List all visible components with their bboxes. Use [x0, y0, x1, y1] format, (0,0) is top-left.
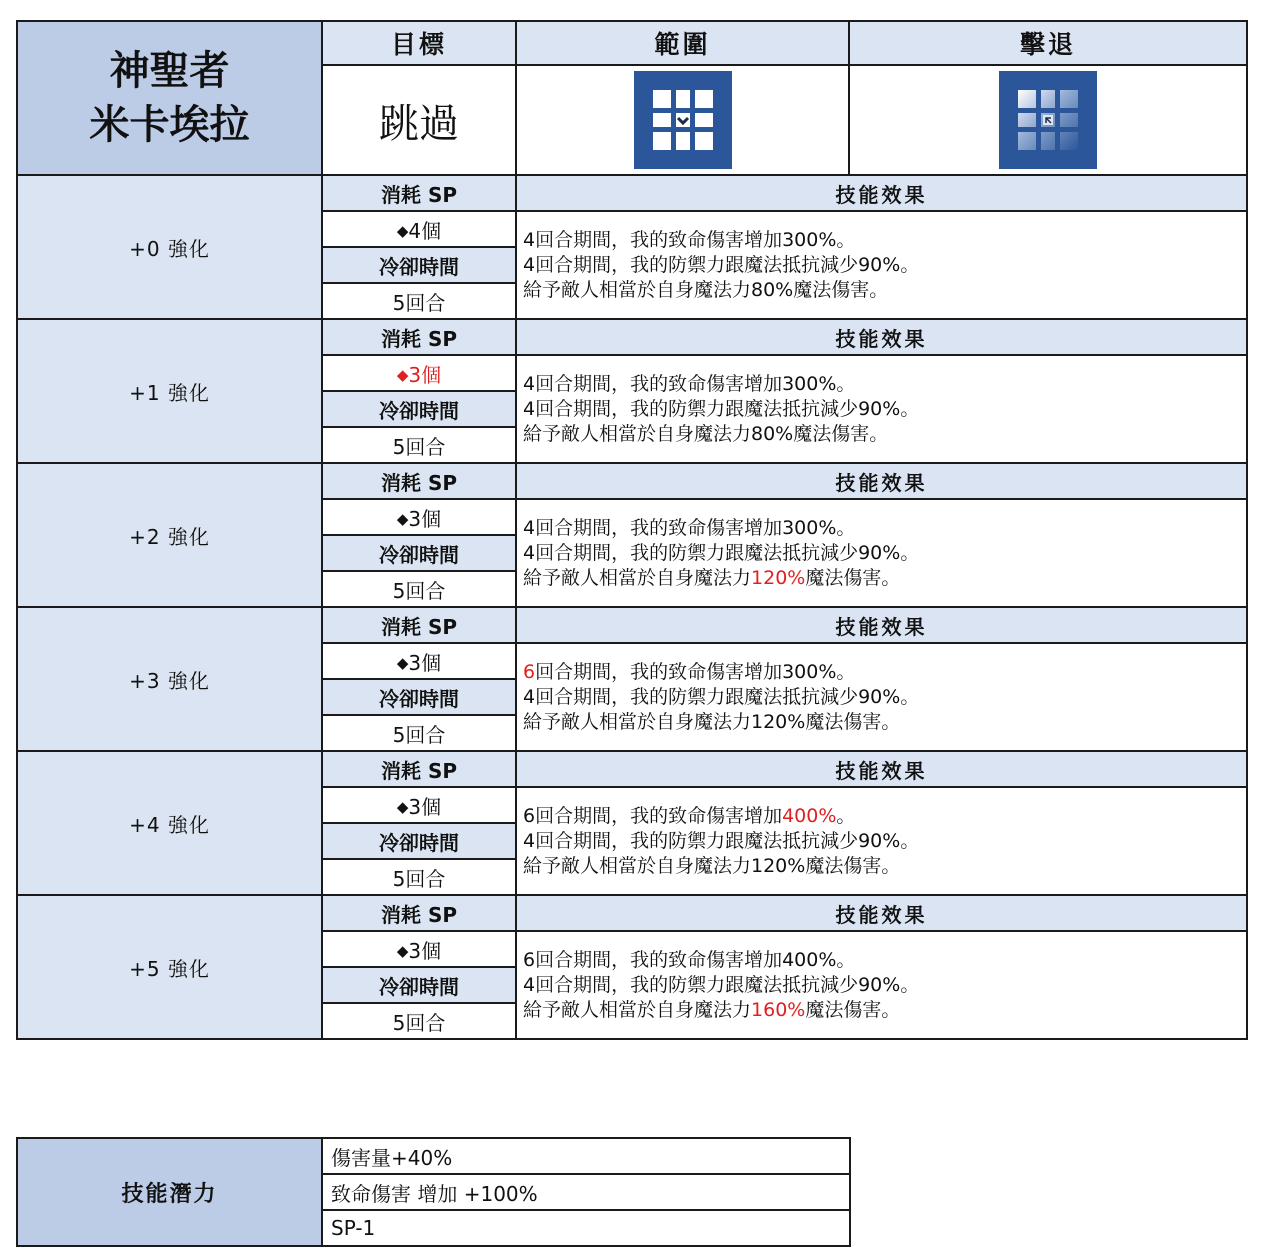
effect-text: 給予敵人相當於自身魔法力	[523, 566, 752, 589]
enhance-level-label: +0 強化	[17, 175, 322, 319]
sp-cost-header: 消耗 SP	[322, 751, 516, 787]
sp-cost-value	[322, 643, 516, 679]
enhance-level-label: +3 強化	[17, 607, 322, 751]
sp-cost-value	[322, 355, 516, 391]
effect-header: 技能效果	[516, 607, 1247, 643]
cooldown-header: 冷卻時間	[322, 247, 516, 283]
cooldown-value: 5回合	[322, 859, 516, 895]
effect-text: 給予敵人相當於自身魔法力120%魔法傷害。	[523, 710, 901, 733]
effect-description	[516, 931, 1247, 1039]
cooldown-value: 5回合	[322, 1003, 516, 1039]
cooldown-header: 冷卻時間	[322, 679, 516, 715]
grid-3x3-pushback-icon	[999, 71, 1097, 169]
sp-cost-header: 消耗 SP	[322, 175, 516, 211]
sp-cost-value	[322, 211, 516, 247]
potential-item: 致命傷害 增加 +100%	[322, 1174, 850, 1210]
potential-item: 傷害量+40%	[322, 1138, 850, 1174]
sp-cost-header: 消耗 SP	[322, 895, 516, 931]
range-cell	[516, 65, 849, 175]
effect-line-3	[523, 278, 1246, 303]
character-subtitle: 米卡埃拉	[89, 102, 250, 148]
effect-text: 給予敵人相當於自身魔法力120%魔法傷害。	[523, 854, 901, 877]
effect-description	[516, 787, 1247, 895]
effect-description	[516, 211, 1247, 319]
effect-text: 回合期間，我的致命傷害增加300%。	[535, 660, 856, 683]
effect-line-2: 4回合期間，我的防禦力跟魔法抵抗減少90%。	[523, 253, 920, 276]
effect-text: 4回合期間，我的致命傷害增加300%。	[523, 228, 856, 251]
potential-item: SP-1	[322, 1210, 850, 1246]
sp-cost-header: 消耗 SP	[322, 319, 516, 355]
cooldown-header: 冷卻時間	[322, 823, 516, 859]
sp-count: 3個	[408, 506, 442, 531]
effect-text: 給予敵人相當於自身魔法力	[523, 998, 752, 1021]
cooldown-value: 5回合	[322, 715, 516, 751]
effect-header: 技能效果	[516, 175, 1247, 211]
effect-line-1	[523, 372, 1246, 397]
skill-potential-table	[16, 1137, 851, 1247]
enhance-level-label: +4 強化	[17, 751, 322, 895]
effect-header: 技能效果	[516, 319, 1247, 355]
effect-line-3	[523, 710, 1246, 735]
effect-header: 技能效果	[516, 895, 1247, 931]
sp-cost-value	[322, 931, 516, 967]
effect-line-3	[523, 854, 1246, 879]
knockback-header: 擊退	[849, 21, 1247, 65]
sp-count: 3個	[408, 938, 442, 963]
effect-line-3	[523, 566, 1246, 591]
cooldown-header: 冷卻時間	[322, 967, 516, 1003]
effect-line-1	[523, 804, 1246, 829]
cooldown-value: 5回合	[322, 571, 516, 607]
sp-count: 3個	[408, 794, 442, 819]
effect-header: 技能效果	[516, 463, 1247, 499]
target-value: 跳過	[322, 65, 516, 175]
effect-highlight: 6	[523, 660, 536, 683]
effect-text: 給予敵人相當於自身魔法力80%魔法傷害。	[523, 422, 889, 445]
diamond-icon: ◆	[396, 941, 409, 960]
target-header: 目標	[322, 21, 516, 65]
sp-cost-header: 消耗 SP	[322, 463, 516, 499]
effect-text: 4回合期間，我的致命傷害增加300%。	[523, 372, 856, 395]
effect-highlight: 400%	[782, 804, 837, 827]
diamond-icon: ◆	[396, 221, 409, 240]
range-header: 範圍	[516, 21, 849, 65]
effect-description	[516, 643, 1247, 751]
effect-description	[516, 355, 1247, 463]
effect-text: 給予敵人相當於自身魔法力80%魔法傷害。	[523, 278, 889, 301]
skill-table	[16, 20, 1248, 1040]
knockback-cell	[849, 65, 1247, 175]
sp-cost-header: 消耗 SP	[322, 607, 516, 643]
sp-cost-value	[322, 499, 516, 535]
character-title: 神聖者	[109, 48, 230, 94]
cooldown-header: 冷卻時間	[322, 391, 516, 427]
diamond-icon: ◆	[396, 797, 409, 816]
potential-label: 技能潛力	[17, 1138, 322, 1246]
sp-count: 3個	[408, 362, 442, 387]
effect-line-3	[523, 998, 1246, 1023]
effect-highlight: 160%	[751, 998, 806, 1021]
effect-line-3	[523, 422, 1246, 447]
effect-text: 。	[836, 804, 856, 827]
diamond-icon: ◆	[396, 653, 409, 672]
effect-text: 魔法傷害。	[805, 566, 901, 589]
effect-line-2: 4回合期間，我的防禦力跟魔法抵抗減少90%。	[523, 973, 920, 996]
enhance-level-label: +5 強化	[17, 895, 322, 1039]
enhance-level-label: +2 強化	[17, 463, 322, 607]
effect-highlight: 120%	[751, 566, 806, 589]
diamond-icon: ◆	[396, 365, 409, 384]
effect-line-2: 4回合期間，我的防禦力跟魔法抵抗減少90%。	[523, 397, 920, 420]
effect-text: 4回合期間，我的致命傷害增加300%。	[523, 516, 856, 539]
effect-text: 6回合期間，我的致命傷害增加400%。	[523, 948, 856, 971]
effect-line-1	[523, 660, 1246, 685]
effect-description	[516, 499, 1247, 607]
sp-cost-value	[322, 787, 516, 823]
effect-line-2: 4回合期間，我的防禦力跟魔法抵抗減少90%。	[523, 541, 920, 564]
enhance-level-label: +1 強化	[17, 319, 322, 463]
sp-count: 4個	[408, 218, 442, 243]
cooldown-value: 5回合	[322, 283, 516, 319]
effect-line-1	[523, 948, 1246, 973]
effect-line-2: 4回合期間，我的防禦力跟魔法抵抗減少90%。	[523, 685, 920, 708]
cooldown-value: 5回合	[322, 427, 516, 463]
effect-text: 魔法傷害。	[805, 998, 901, 1021]
diamond-icon: ◆	[396, 509, 409, 528]
effect-text: 6回合期間，我的致命傷害增加	[523, 804, 783, 827]
effect-line-1	[523, 228, 1246, 253]
grid-3x3-down-arrow-icon	[634, 71, 732, 169]
sp-count: 3個	[408, 650, 442, 675]
character-name	[17, 21, 322, 175]
cooldown-header: 冷卻時間	[322, 535, 516, 571]
effect-line-2: 4回合期間，我的防禦力跟魔法抵抗減少90%。	[523, 829, 920, 852]
effect-header: 技能效果	[516, 751, 1247, 787]
effect-line-1	[523, 516, 1246, 541]
